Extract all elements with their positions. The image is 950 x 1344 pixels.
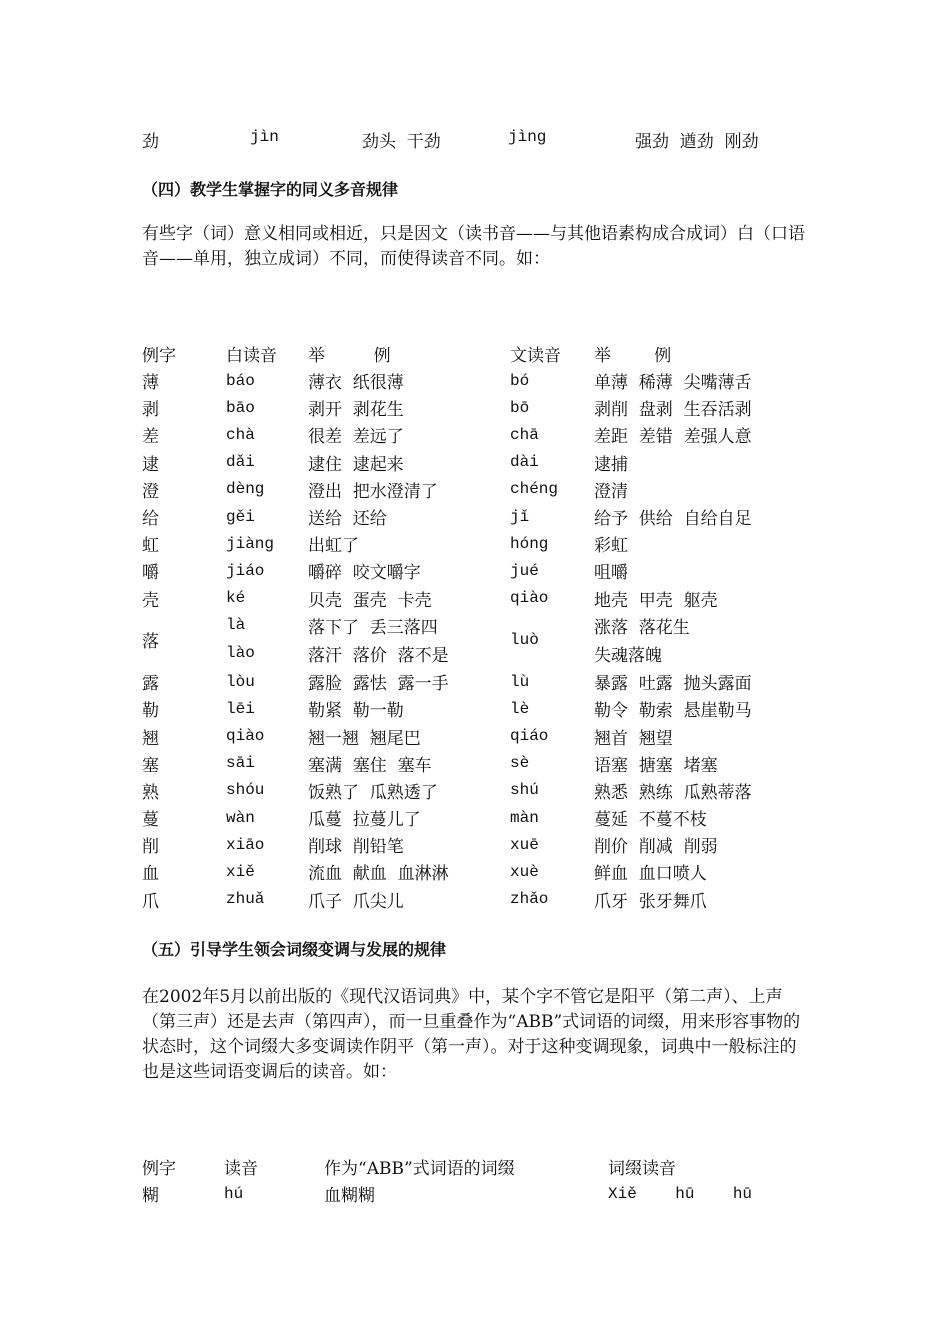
row-wen-examples: 单薄 稀薄 尖嘴薄舌 (594, 373, 752, 394)
row-wen-reading: jué (510, 561, 539, 580)
affix-table-row (142, 1180, 768, 1207)
table-row (142, 750, 814, 777)
section-5-heading: （五）引导学生领会词缀变调与发展的规律 (142, 940, 447, 959)
row-wen-examples: 咀嚼 (594, 563, 628, 584)
section-5-paragraph: 在2002年5月以前出版的《现代汉语词典》中，某个字不管它是阳平（第二声）、上声（第三声）还是去声（第四声），而一旦重叠作为“ABB”式词语的词缀，用来形容事物的状态时，这个词缀大多变调读作阴平（第一声）。对于这种变调现象，词典中一般标注的也是这些词语变调后的读音。如： (142, 987, 801, 1082)
row-bai-examples: 饭熟了 瓜熟透了 (308, 782, 438, 803)
table-row (142, 530, 814, 557)
row-wen-examples: 语塞 搪塞 堵塞 (594, 755, 718, 776)
table-row (142, 831, 814, 858)
row-bai-examples: 削球 削铅笔 (308, 837, 404, 858)
table-row (142, 503, 814, 530)
row-bai-reading: xiāo (226, 835, 265, 854)
row-char: 血 (142, 864, 159, 885)
row-bai-examples: 爪子 爪尖儿 (308, 891, 404, 912)
row-bai-examples: 瓜蔓 拉蔓儿了 (308, 810, 421, 831)
row-bai-examples: 澄出 把水澄清了 (308, 481, 438, 502)
row-bai-reading: wàn (226, 808, 255, 827)
row-bai-reading: bāo (226, 398, 255, 417)
row-wen-examples: 鲜血 血口喷人 (594, 864, 707, 885)
row-bai-examples: 塞满 塞住 塞车 (308, 755, 432, 776)
row-bai-reading: zhuǎ (226, 890, 265, 909)
table-row (142, 449, 814, 476)
top-row-examples-1: 劲头 干劲 (362, 132, 441, 152)
row-char: 落 (142, 632, 159, 653)
table-row (142, 886, 814, 913)
polyphone-table (142, 340, 814, 913)
row-wen-reading: sè (510, 754, 530, 773)
row-bai-examples: 送给 还给 (308, 509, 387, 530)
table-row (142, 695, 814, 722)
affix-row-word: 血糊糊 (324, 1186, 375, 1206)
header-char: 例字 (142, 346, 176, 366)
row-char: 熟 (142, 782, 159, 803)
affix-row-affix-reading: Xiě hū hū (608, 1184, 753, 1203)
row-wen-reading: xuè (510, 862, 539, 881)
row-wen-examples: 勒令 勒索 悬崖勒马 (594, 701, 752, 722)
header-wen-examples: 举 例 (594, 346, 672, 366)
row-bai-examples: 落汗 落价 落不是 (308, 645, 449, 666)
row-bai-reading: sāi (226, 754, 255, 773)
row-bai-reading: lào (226, 644, 255, 663)
table-row (142, 557, 814, 584)
row-bai-examples: 流血 献血 血淋淋 (308, 864, 449, 885)
row-wen-reading: lè (510, 699, 530, 718)
row-wen-reading: bō (510, 398, 530, 417)
row-bai-examples: 很差 差远了 (308, 427, 404, 448)
row-wen-reading: bó (510, 371, 530, 390)
row-bai-reading: là (226, 616, 246, 635)
table-row (142, 858, 814, 885)
row-char: 嚼 (142, 563, 159, 584)
row-bai-reading: jiáo (226, 561, 265, 580)
row-wen-examples: 逮捕 (594, 454, 628, 475)
table-row (142, 421, 814, 448)
affix-header-affix-reading: 词缀读音 (608, 1159, 676, 1179)
row-bai-examples: 薄衣 纸很薄 (308, 373, 404, 394)
row-bai-examples: 逮住 逮起来 (308, 454, 404, 475)
row-bai-reading: lòu (226, 672, 255, 691)
row-char: 逮 (142, 454, 159, 475)
affix-table-header (142, 1153, 768, 1180)
table-row (142, 367, 814, 394)
table-row (142, 585, 814, 612)
row-wen-examples: 给予 供给 自给自足 (594, 509, 752, 530)
row-bai-reading: jiàng (226, 534, 275, 553)
row-wen-examples: 剥削 盘剥 生吞活剥 (594, 400, 752, 421)
top-row-char: 劲 (142, 132, 159, 152)
row-wen-examples: 熟悉 熟练 瓜熟蒂落 (594, 782, 752, 803)
affix-header-reading: 读音 (224, 1159, 258, 1179)
table-row-luo-2 (142, 639, 814, 668)
row-wen-reading: màn (510, 808, 539, 827)
row-wen-examples: 翘首 翘望 (594, 728, 673, 749)
row-bai-examples: 勒紧 勒一勒 (308, 701, 404, 722)
table-row (142, 476, 814, 503)
row-char: 露 (142, 674, 159, 695)
row-char: 勒 (142, 701, 159, 722)
row-wen-examples: 爪牙 张牙舞爪 (594, 891, 707, 912)
row-wen-reading: qiáo (510, 727, 549, 746)
row-wen-reading: xuē (510, 835, 539, 854)
row-wen-reading: chéng (510, 480, 559, 499)
section-4-paragraph: 有些字（词）意义相同或相近，只是因文（读书音——与其他语素构成合成词）白（口语音——单用，独立成词）不同，而使得读音不同。如： (142, 224, 805, 269)
row-char: 薄 (142, 373, 159, 394)
row-bai-reading: dèng (226, 480, 265, 499)
row-bai-examples: 剥开 剥花生 (308, 400, 404, 421)
top-row-pinyin-2: jìng (508, 128, 547, 146)
table-header-row (142, 340, 814, 367)
row-wen-examples: 削价 削减 削弱 (594, 837, 718, 858)
row-bai-reading: ké (226, 589, 246, 608)
row-wen-examples: 地壳 甲壳 躯壳 (594, 590, 718, 611)
row-char: 剥 (142, 400, 159, 421)
row-bai-reading: shóu (226, 781, 265, 800)
row-wen-examples: 蔓延 不蔓不枝 (594, 810, 707, 831)
affix-header-word: 作为“ABB”式词语的词缀 (324, 1159, 515, 1179)
row-wen-reading: lù (510, 672, 530, 691)
row-bai-reading: lēi (226, 699, 255, 718)
row-wen-reading: zhǎo (510, 890, 549, 909)
row-char: 蔓 (142, 810, 159, 831)
table-row (142, 804, 814, 831)
row-wen-reading: hóng (510, 534, 549, 553)
row-bai-examples: 贝壳 蛋壳 卡壳 (308, 590, 432, 611)
affix-row-char: 糊 (142, 1186, 159, 1206)
row-wen-reading: luò (510, 630, 539, 649)
row-char: 给 (142, 509, 159, 530)
row-char: 翘 (142, 728, 159, 749)
row-char: 削 (142, 837, 159, 858)
row-bai-examples: 出虹了 (308, 536, 359, 557)
header-bai-examples: 举 例 (308, 346, 391, 366)
row-bai-reading: chà (226, 425, 255, 444)
table-row (142, 394, 814, 421)
table-row (142, 722, 814, 749)
row-char: 虹 (142, 536, 159, 557)
row-bai-reading: dǎi (226, 453, 255, 472)
row-bai-examples: 嚼碎 咬文嚼字 (308, 563, 421, 584)
row-char: 塞 (142, 755, 159, 776)
affix-table (142, 1153, 768, 1207)
row-wen-examples: 涨落 落花生 (594, 617, 690, 638)
row-wen-examples: 澄清 (594, 481, 628, 502)
row-bai-examples: 落下了 丢三落四 (308, 617, 438, 638)
row-wen-examples: 暴露 吐露 抛头露面 (594, 674, 752, 695)
row-char: 爪 (142, 891, 159, 912)
row-bai-reading: xiě (226, 862, 255, 881)
row-bai-reading: báo (226, 371, 255, 390)
affix-row-reading: hú (224, 1184, 244, 1203)
table-row-luo (142, 612, 814, 639)
row-char: 壳 (142, 590, 159, 611)
row-wen-reading: shú (510, 781, 539, 800)
row-bai-examples: 露脸 露怯 露一手 (308, 674, 449, 695)
row-wen-reading: jǐ (510, 507, 530, 526)
row-wen-reading: dài (510, 453, 539, 472)
row-char: 差 (142, 427, 159, 448)
table-row (142, 777, 814, 804)
section-4-heading: （四）教学生掌握字的同义多音规律 (142, 180, 399, 199)
row-wen-reading: chā (510, 425, 539, 444)
row-wen-reading: qiào (510, 589, 549, 608)
row-char: 澄 (142, 481, 159, 502)
top-row-examples-2: 强劲 遒劲 刚劲 (635, 132, 759, 152)
header-bai-reading: 白读音 (226, 346, 277, 366)
row-bai-reading: qiào (226, 727, 265, 746)
header-wen-reading: 文读音 (510, 346, 561, 366)
top-row-pinyin-1: jìn (250, 128, 279, 146)
row-wen-examples: 差距 差错 差强人意 (594, 427, 752, 448)
row-wen-examples: 失魂落魄 (594, 645, 662, 666)
row-bai-examples: 翘一翘 翘尾巴 (308, 728, 421, 749)
affix-header-char: 例字 (142, 1159, 176, 1179)
row-wen-examples: 彩虹 (594, 536, 628, 557)
row-bai-reading: gěi (226, 507, 255, 526)
table-row (142, 668, 814, 695)
